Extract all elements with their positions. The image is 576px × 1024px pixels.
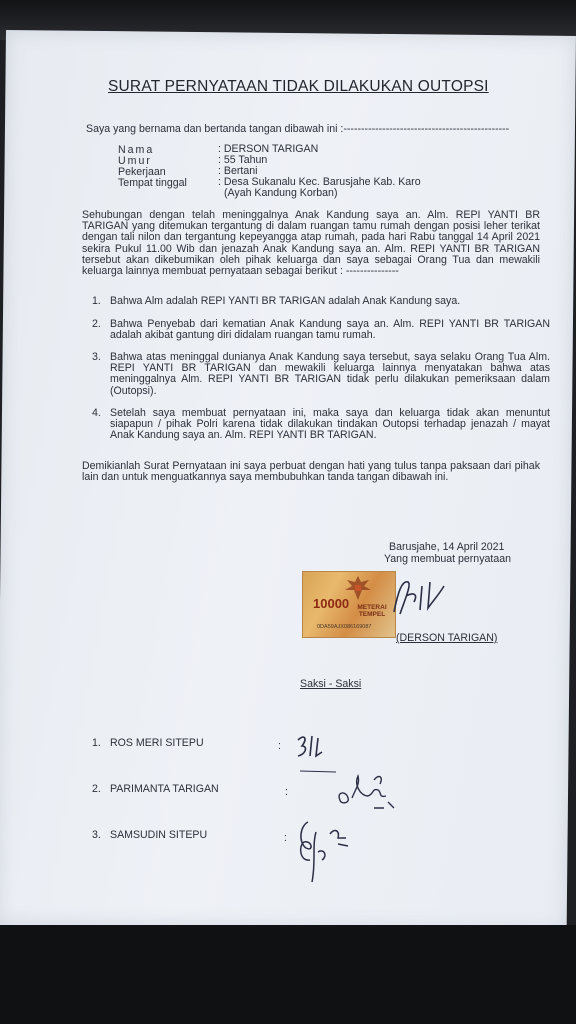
list-item-number: 4. xyxy=(92,407,101,419)
identity-value-age: : 55 Tahun xyxy=(218,154,268,166)
list-item xyxy=(92,352,550,398)
witness-name: SAMSUDIN SITEPU xyxy=(110,829,208,841)
identity-label-job: Pekerjaan xyxy=(118,166,166,178)
list-item-text: Bahwa Alm adalah REPI YANTI BR TARIGAN adalah Anak Kandung saya. xyxy=(110,295,461,307)
witness-colon: : xyxy=(284,832,287,844)
identity-label-address: Tempat tinggal xyxy=(118,177,187,189)
list-item-text: Bahwa atas meninggal dunianya Anak Kandung saya tersebut, saya selaku Orang Tua Alm. REPI YANTI BR TARIGAN dan mewakili keluarga lainnya menyatakan bahwa atas meninggalnya Alm. REPI YANTI BR TARIGAN tidak perlu dilakukan pemeriksaan dalam (Outopsi). xyxy=(110,351,550,397)
witness-signature-icon xyxy=(292,728,342,776)
document-title: SURAT PERNYATAAN TIDAK DILAKUKAN OUTOPSI xyxy=(108,78,489,95)
witness-signature-icon xyxy=(290,812,360,892)
witness-colon: : xyxy=(278,740,281,752)
intro-line: Saya yang bernama dan bertanda tangan dibawah ini :----------------------------------------------- xyxy=(86,123,510,135)
list-item-number: 1. xyxy=(92,295,101,307)
list-item-text: Bahwa Penyebab dari kematian Anak Kandung saya an. Alm. REPI YANTI BR TARIGAN adalah akibat gantung diri didalam ruangan tamu rumah. xyxy=(110,318,550,342)
signer-signature-icon xyxy=(388,572,458,624)
witness-number: 3. xyxy=(92,829,101,841)
list-item xyxy=(92,408,550,444)
bottom-background xyxy=(0,925,576,1024)
list-item-text: Setelah saya membuat pernyataan ini, maka saya dan keluarga tidak akan menuntut siapapun / pihak Polri karena tidak dilakukan tindakan Outopsi terhadap jenazah / mayat Anak Kandung saya an. Alm. REPI YANTI BR TARIGAN. xyxy=(110,407,550,442)
list-item-number: 3. xyxy=(92,351,101,363)
signer-name: (DERSON TARIGAN) xyxy=(396,632,498,644)
witness-heading: Saksi - Saksi xyxy=(300,678,362,690)
identity-value-address: : Desa Sukanalu Kec. Barusjahe Kab. Karo xyxy=(218,176,421,188)
identity-label-name: Nama xyxy=(118,144,155,156)
witness-name: PARIMANTA TARIGAN xyxy=(110,783,219,795)
place-date: Barusjahe, 14 April 2021 xyxy=(389,541,505,553)
witness-name: ROS MERI SITEPU xyxy=(110,737,204,749)
closing-paragraph: Demikianlah Surat Pernyataan ini saya perbuat dengan hati yang tulus tanpa paksaan dari pihak lain dan untuk menguatkannya saya membubuhkan tanda tangan dibawah ini. xyxy=(82,460,540,484)
duty-stamp xyxy=(302,571,396,638)
garuda-emblem-icon xyxy=(343,574,373,602)
identity-value-name: : DERSON TARIGAN xyxy=(218,143,319,155)
witness-number: 1. xyxy=(92,737,101,749)
list-item xyxy=(92,319,550,345)
stamp-serial: 0DA59AJX086169087 xyxy=(317,624,372,630)
stamp-value: 10000 xyxy=(313,596,350,611)
identity-value-job: : Bertani xyxy=(218,165,258,177)
identity-note: (Ayah Kandung Korban) xyxy=(224,187,338,199)
witness-signature-icon xyxy=(334,770,404,816)
identity-label-age: Umur xyxy=(118,155,152,167)
witness-colon: : xyxy=(285,786,288,798)
opening-paragraph: Sehubungan dengan telah meninggalnya Anak Kandung saya an. Alm. REPI YANTI BR TARIGAN yang ditemukan tergantung di dalam ruangan tamu rumah dengan posisi leher terikat dengan tali nilon dan tergantung kepeyangga atap rumah, pada hari Rabu tanggal 14 April 2021 sekira Pukul 11.00 Wib dan jenazah Anak Kandung saya an. Alm. REPI YANTI BR TARIGAN tersebut akan dikebumikan oleh pihak keluarga dan saya sebagai Orang Tua dan mewakili keluarga lainnya membuat pernyataan sebagai berikut : --------------- xyxy=(82,209,540,278)
stamp-label: METERAI TEMPEL xyxy=(357,604,387,618)
list-item-number: 2. xyxy=(92,318,101,330)
maker-label: Yang membuat pernyataan xyxy=(384,553,512,565)
list-item xyxy=(92,296,550,310)
witness-number: 2. xyxy=(92,783,101,795)
